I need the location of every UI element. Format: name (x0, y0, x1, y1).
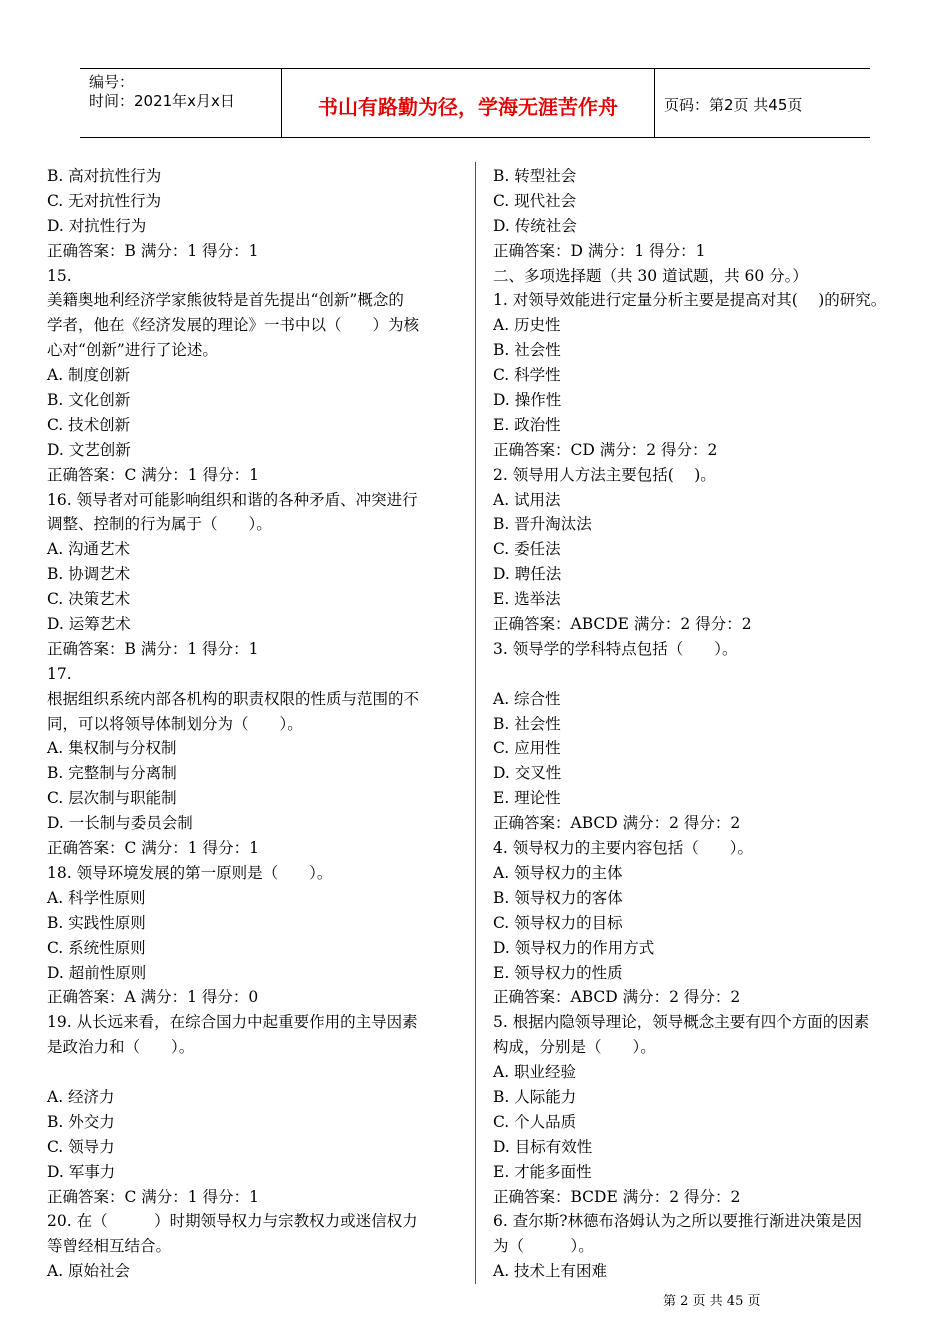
option-line: B. 领导权力的客体 (493, 888, 623, 907)
question-text: 5. 根据内隐领导理论，领导概念主要有四个方面的因素 (493, 1013, 870, 1032)
option-line: A. 科学性原则 (47, 888, 146, 907)
question-number: 15. (47, 266, 72, 285)
question-text: 根据组织系统内部各机构的职责权限的性质与范围的不 (47, 689, 420, 708)
question-text: 1. 对领导效能进行定量分析主要是提高对其( )的研究。 (493, 291, 887, 310)
option-line: E. 政治性 (493, 415, 561, 434)
date-label: 时间：2021年x月x日 (89, 92, 235, 110)
option-line: B. 外交力 (47, 1112, 115, 1131)
option-line: A. 历史性 (493, 316, 561, 335)
text-line: B. 高对抗性行为 (47, 167, 162, 185)
option-line: B. 晋升淘汰法 (493, 515, 592, 534)
option-line: D. 聘任法 (493, 565, 562, 584)
answer-line: 正确答案：ABCD 满分：2 得分：2 (493, 988, 741, 1007)
left-column (47, 164, 462, 1284)
header-page-info: 页码：第2页 共45页 (664, 95, 803, 114)
question-text: 3. 领导学的学科特点包括（ ）。 (493, 639, 738, 658)
answer-line: 正确答案：CD 满分：2 得分：2 (493, 440, 718, 459)
header-meta (80, 69, 281, 137)
section-heading: 二、多项选择题（共 30 道试题，共 60 分。） (493, 266, 808, 285)
page-footer: 第 2 页 共 45 页 (663, 1294, 761, 1309)
option-line: C. 科学性 (493, 366, 561, 385)
question-text: 20. 在（ ）时期领导权力与宗教权力或迷信权力 (47, 1212, 418, 1231)
option-line: D. 运筹艺术 (47, 615, 131, 634)
option-line: A. 制度创新 (47, 366, 131, 385)
option-line: B. 完整制与分离制 (47, 764, 177, 783)
option-line: D. 一长制与委员会制 (47, 814, 193, 833)
option-line: C. 领导权力的目标 (493, 913, 623, 932)
question-text: 2. 领导用人方法主要包括( )。 (493, 465, 716, 484)
answer-line: 正确答案：C 满分：1 得分：1 (47, 839, 259, 858)
option-line: A. 技术上有困难 (493, 1262, 608, 1281)
question-text: 心对“创新”进行了论述。 (47, 341, 218, 360)
option-line: B. 实践性原则 (47, 913, 146, 932)
answer-line: 正确答案：C 满分：1 得分：1 (47, 465, 259, 484)
option-line: D. 操作性 (493, 391, 562, 410)
option-line: A. 沟通艺术 (47, 540, 131, 559)
option-line: D. 军事力 (47, 1162, 116, 1181)
column-divider (475, 162, 476, 1284)
option-line: E. 选举法 (493, 590, 561, 609)
option-line: D. 领导权力的作用方式 (493, 938, 655, 957)
option-line: A. 集权制与分权制 (47, 739, 177, 758)
question-text: 调整、控制的行为属于（ ）。 (47, 515, 272, 534)
option-line: A. 经济力 (47, 1087, 115, 1106)
answer-line: 正确答案：B 满分：1 得分：1 (47, 241, 259, 260)
option-line: B. 人际能力 (493, 1087, 577, 1106)
question-text: 是政治力和（ ）。 (47, 1038, 195, 1057)
text-line: C. 无对抗性行为 (47, 191, 162, 210)
answer-line: 正确答案：C 满分：1 得分：1 (47, 1187, 259, 1206)
option-line: C. 委任法 (493, 540, 561, 559)
option-line: C. 技术创新 (47, 415, 131, 434)
option-line: B. 社会性 (493, 341, 561, 360)
question-text: 学者，他在《经济发展的理论》一书中以（ ）为核 (47, 316, 420, 335)
option-line: D. 交叉性 (493, 764, 562, 783)
right-column (493, 164, 915, 1284)
code-label: 编号： (89, 73, 135, 91)
header-slogan: 书山有路勤为径，学海无涯苦作舟 (281, 69, 655, 137)
question-number: 17. (47, 664, 72, 683)
option-line: B. 文化创新 (47, 391, 131, 410)
question-text: 16. 领导者对可能影响组织和谐的各种矛盾、冲突进行 (47, 490, 418, 509)
blank-line (47, 1060, 462, 1085)
option-line: B. 协调艺术 (47, 565, 131, 584)
text-line: D. 对抗性行为 (47, 216, 147, 235)
option-line: A. 领导权力的主体 (493, 863, 623, 882)
question-text: 美籍奥地利经济学家熊彼特是首先提出“创新”概念的 (47, 291, 404, 310)
option-line: C. 领导力 (47, 1137, 115, 1156)
question-text: 18. 领导环境发展的第一原则是（ ）。 (47, 863, 333, 882)
option-line: C. 层次制与职能制 (47, 789, 177, 808)
page-header (80, 68, 870, 138)
option-line: B. 转型社会 (493, 167, 577, 185)
option-line: B. 社会性 (493, 714, 561, 733)
answer-line: 正确答案：A 满分：1 得分：0 (47, 988, 259, 1007)
option-line: A. 职业经验 (493, 1063, 577, 1082)
question-text: 构成，分别是（ ）。 (493, 1038, 656, 1057)
answer-line: 正确答案：BCDE 满分：2 得分：2 (493, 1187, 741, 1206)
answer-line: 正确答案：ABCDE 满分：2 得分：2 (493, 615, 752, 634)
option-line: C. 决策艺术 (47, 590, 131, 609)
question-text: 等曾经相互结合。 (47, 1237, 172, 1256)
option-line: E. 理论性 (493, 789, 561, 808)
option-line: D. 文艺创新 (47, 440, 131, 459)
option-line: A. 原始社会 (47, 1262, 131, 1281)
question-text: 19. 从长远来看，在综合国力中起重要作用的主导因素 (47, 1013, 418, 1032)
question-text: 6. 查尔斯?林德布洛姆认为之所以要推行渐进决策是因 (493, 1212, 863, 1231)
question-text: 为（ ）。 (493, 1237, 594, 1256)
option-line: C. 个人品质 (493, 1112, 577, 1131)
answer-line: 正确答案：D 满分：1 得分：1 (493, 241, 706, 260)
option-line: A. 试用法 (493, 490, 561, 509)
answer-line: 正确答案：ABCD 满分：2 得分：2 (493, 814, 741, 833)
option-line: E. 领导权力的性质 (493, 963, 623, 982)
question-text: 4. 领导权力的主要内容包括（ ）。 (493, 839, 753, 858)
blank-line (493, 662, 915, 687)
option-line: D. 超前性原则 (47, 963, 147, 982)
option-line: D. 目标有效性 (493, 1137, 593, 1156)
answer-line: 正确答案：B 满分：1 得分：1 (47, 639, 259, 658)
option-line: D. 传统社会 (493, 216, 577, 235)
question-text: 同，可以将领导体制划分为（ ）。 (47, 714, 303, 733)
option-line: C. 应用性 (493, 739, 561, 758)
option-line: C. 现代社会 (493, 191, 577, 210)
option-line: E. 才能多面性 (493, 1162, 592, 1181)
option-line: A. 综合性 (493, 689, 561, 708)
option-line: C. 系统性原则 (47, 938, 146, 957)
